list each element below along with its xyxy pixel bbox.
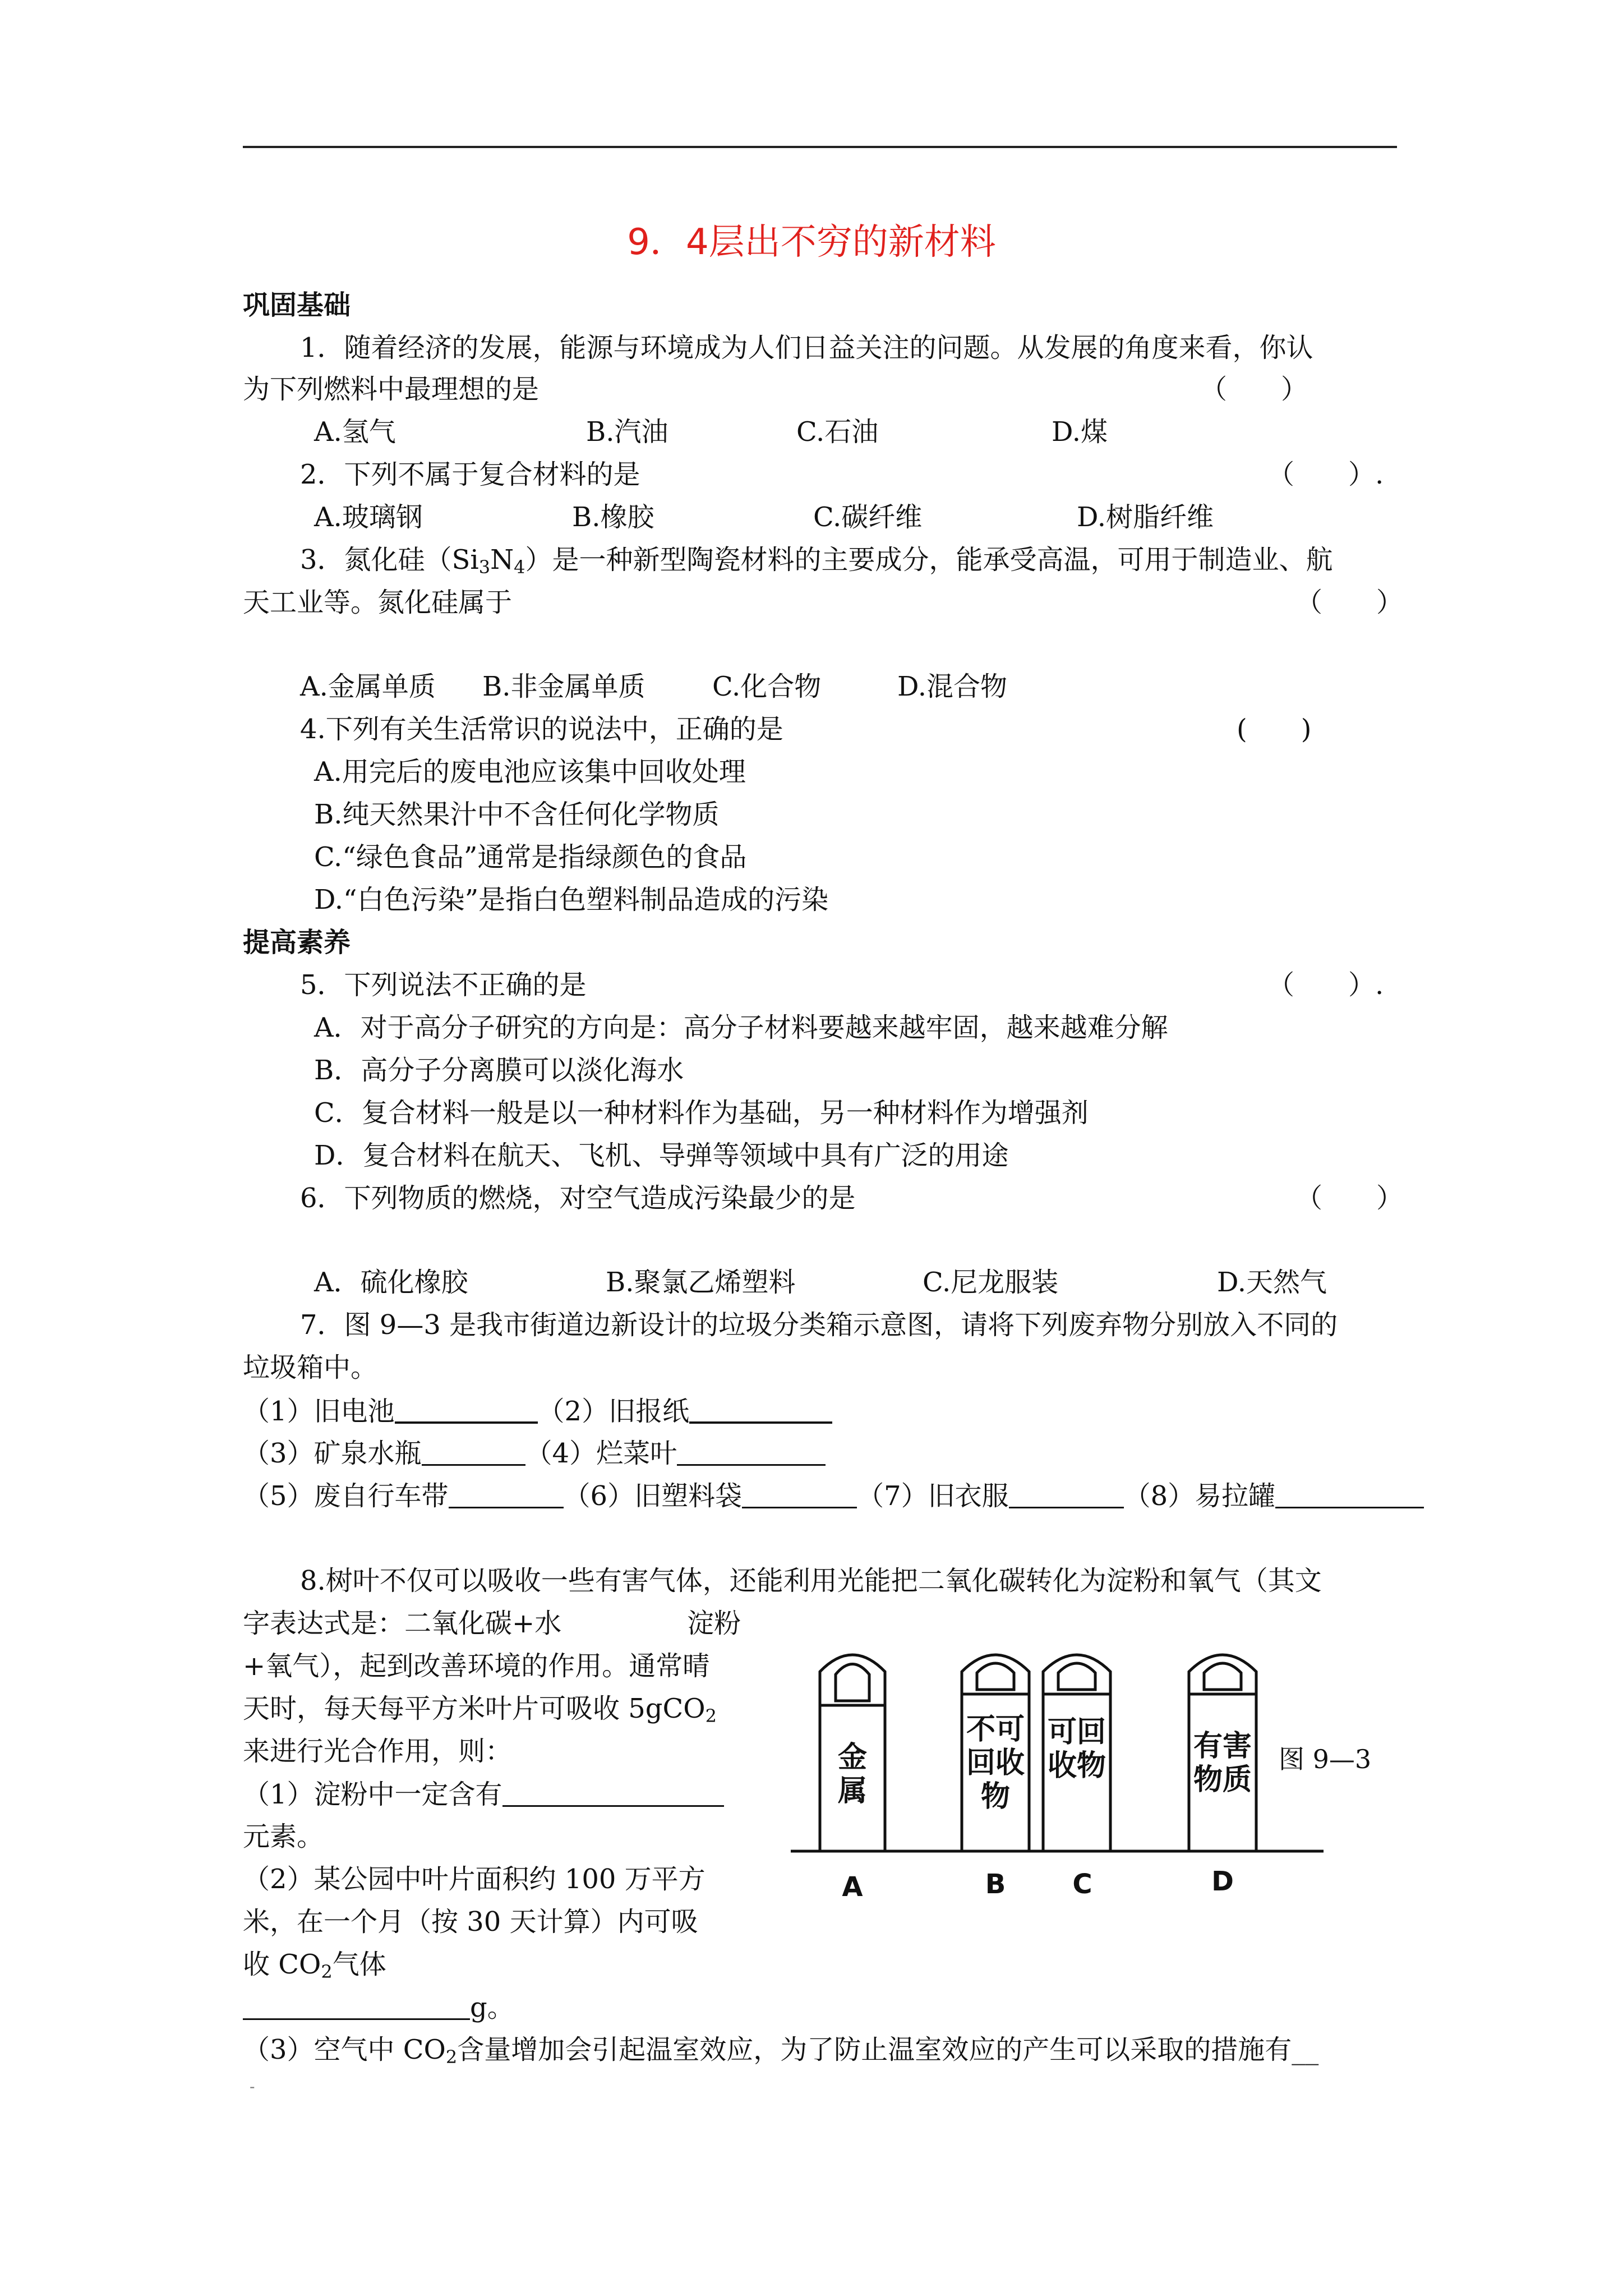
q7-blank-5[interactable] xyxy=(449,1482,564,1508)
bin-a xyxy=(820,1655,885,1851)
q8-sub2-answer: g。 xyxy=(243,1994,514,2021)
q1-stem: 1．随着经济的发展，能源与环境成为人们日益关注的问题。从发展的角度来看，你认 xyxy=(300,332,1313,364)
q8-sub2-line3: 收 $CO_2$气体 xyxy=(243,1949,386,1982)
q3-option-b: B.非金属单质 xyxy=(482,671,645,702)
bin-b xyxy=(962,1655,1029,1851)
q7-blank-7[interactable] xyxy=(1009,1482,1124,1508)
q7-blank-1[interactable] xyxy=(395,1397,538,1424)
q3-stem-line2: 天工业等。氮化硅属于 xyxy=(243,587,513,618)
q4-option-c: C.“绿色食品”通常是指绿颜色的食品 xyxy=(314,841,747,873)
q6-answer-paren: （ ） xyxy=(1295,1182,1404,1214)
header-rule xyxy=(243,146,1397,148)
q5-option-a: A．对于高分子研究的方向是：高分子材料要越来越牢固，越来越难分解 xyxy=(314,1012,1168,1043)
q8-stem-line2a: 字表达式是：二氧化碳+水 xyxy=(243,1608,562,1639)
bin-a-letter: A xyxy=(842,1871,863,1903)
q2-option-c: C.碳纤维 xyxy=(813,501,923,533)
bin-d-letter: D xyxy=(1211,1866,1234,1897)
q8-stem-line2b: 淀粉 xyxy=(687,1608,741,1639)
waste-bins-figure xyxy=(774,1638,1402,1918)
q5-stem: 5．下列说法不正确的是 xyxy=(300,969,587,1001)
bin-c-label-1: 可回 xyxy=(1047,1715,1106,1749)
q4-stem: 4.下列有关生活常识的说法中，正确的是 xyxy=(300,714,783,745)
q2-option-a: A.玻璃钢 xyxy=(314,501,423,533)
bin-b-label-3: 物 xyxy=(980,1780,1011,1814)
bin-c-letter: C xyxy=(1072,1869,1092,1900)
page-title: 9．4层出不穷的新材料 xyxy=(627,222,996,263)
q8-sub2-line1: （2）某公园中叶片面积约 100 万平方 xyxy=(243,1864,706,1895)
q4-option-a: A.用完后的废电池应该集中回收处理 xyxy=(314,756,746,788)
q3-stem: 3．氮化硅$(Si_3N_4)$是一种新型陶瓷材料的主要成分，能承受高温，可用于制造业、航 xyxy=(300,544,1333,578)
bin-a-label-1: 金 xyxy=(837,1741,868,1774)
bin-c xyxy=(1043,1655,1110,1851)
q6-option-d: D.天然气 xyxy=(1217,1267,1327,1298)
q1-option-a: A.氢气 xyxy=(314,416,396,448)
q3-option-c: C.化合物 xyxy=(712,671,822,702)
q7-row2: （3）矿泉水瓶 （4）烂菜叶 xyxy=(243,1439,826,1467)
q2-answer-paren: （ ）. xyxy=(1267,459,1384,490)
q6-option-c: C.尼龙服装 xyxy=(923,1267,1059,1298)
q8-sub1: （1）淀粉中一定含有 xyxy=(243,1780,724,1808)
bin-a-label-2: 属 xyxy=(837,1774,868,1808)
q7-blank-3[interactable] xyxy=(422,1439,525,1466)
q4-option-d: D.“白色污染”是指白色塑料制品造成的污染 xyxy=(314,884,829,915)
q5-option-c: C．复合材料一般是以一种材料作为基础，另一种材料作为增强剂 xyxy=(314,1097,1089,1129)
q1-option-d: D.煤 xyxy=(1052,416,1108,448)
section-heading-basic: 巩固基础 xyxy=(243,289,351,321)
q3-option-a: A.金属单质 xyxy=(300,671,436,702)
q7-row3: （5）废自行车带 （6）旧塑料袋 （7）旧衣服 （8）易拉罐 xyxy=(243,1482,1424,1510)
q2-option-d: D.树脂纤维 xyxy=(1077,501,1214,533)
page-dot: - xyxy=(250,2077,255,2096)
q7-blank-6[interactable] xyxy=(742,1482,857,1508)
q8-blank-1[interactable] xyxy=(502,1780,724,1807)
q1-option-b: B.汽油 xyxy=(586,416,668,448)
q8-stem: 8.树叶不仅可以吸收一些有害气体，还能利用光能把二氧化碳转化为淀粉和氧气（其文 xyxy=(300,1565,1322,1596)
q8-blank-2[interactable] xyxy=(243,1994,470,2020)
q2-stem: 2．下列不属于复合材料的是 xyxy=(300,459,640,490)
q8-stem-line3: +氧气），起到改善环境的作用。通常晴 xyxy=(243,1650,710,1682)
q7-blank-8[interactable] xyxy=(1275,1482,1424,1508)
bin-b-letter: B xyxy=(985,1869,1006,1900)
q8-stem-line4: 天时，每天每平方米叶片可吸收 5gCO$_2$ xyxy=(243,1693,717,1727)
bin-d xyxy=(1189,1655,1256,1851)
bin-c-label-2: 收物 xyxy=(1047,1749,1106,1783)
q3-answer-paren: （ ） xyxy=(1295,587,1404,618)
q4-answer-paren: ( ) xyxy=(1237,714,1312,745)
figure-caption: 图 9—3 xyxy=(1279,1744,1372,1774)
q8-sub2-line2: 米，在一个月（按 30 天计算）内可吸 xyxy=(243,1906,698,1938)
q7-stem-line2: 垃圾箱中。 xyxy=(243,1352,378,1383)
bin-b-label-1: 不可 xyxy=(966,1713,1025,1746)
q7-stem: 7．图 9—3 是我市街道边新设计的垃圾分类箱示意图，请将下列废弃物分别放入不同的 xyxy=(300,1309,1338,1341)
section-heading-improve: 提高素养 xyxy=(243,927,351,958)
q1-option-c: C.石油 xyxy=(796,416,879,448)
q6-option-b: B.聚氯乙烯塑料 xyxy=(606,1267,796,1298)
q8-sub3: （3）空气中 $CO_2$含量增加会引起温室效应，为了防止温室效应的产生可以采取的措施有__ xyxy=(243,2034,1319,2068)
bin-d-label-2: 物质 xyxy=(1193,1763,1252,1797)
q7-blank-2[interactable] xyxy=(689,1397,832,1424)
q5-option-d: D．复合材料在航天、飞机、导弹等领域中具有广泛的用途 xyxy=(314,1140,1009,1171)
bin-d-label-1: 有害 xyxy=(1193,1729,1252,1763)
q6-option-a: A．硫化橡胶 xyxy=(314,1267,468,1298)
q5-answer-paren: （ ）. xyxy=(1267,969,1384,1001)
bin-b-label-2: 回收 xyxy=(966,1746,1025,1780)
q1-stem-line2: 为下列燃料中最理想的是 xyxy=(243,374,540,405)
q6-stem: 6．下列物质的燃烧，对空气造成污染最少的是 xyxy=(300,1182,856,1214)
q1-answer-paren: （ ） xyxy=(1200,374,1308,405)
q5-option-b: B．高分子分离膜可以淡化海水 xyxy=(314,1055,684,1086)
q8-sub1-tail: 元素。 xyxy=(243,1821,324,1852)
q7-row1: （1）旧电池 （2）旧报纸 xyxy=(243,1397,832,1425)
q3-option-d: D.混合物 xyxy=(897,671,1008,702)
q8-stem-line5: 来进行光合作用，则： xyxy=(243,1736,513,1767)
q4-option-b: B.纯天然果汁中不含任何化学物质 xyxy=(314,799,720,830)
q7-blank-4[interactable] xyxy=(677,1439,826,1466)
q2-option-b: B.橡胶 xyxy=(572,501,654,533)
